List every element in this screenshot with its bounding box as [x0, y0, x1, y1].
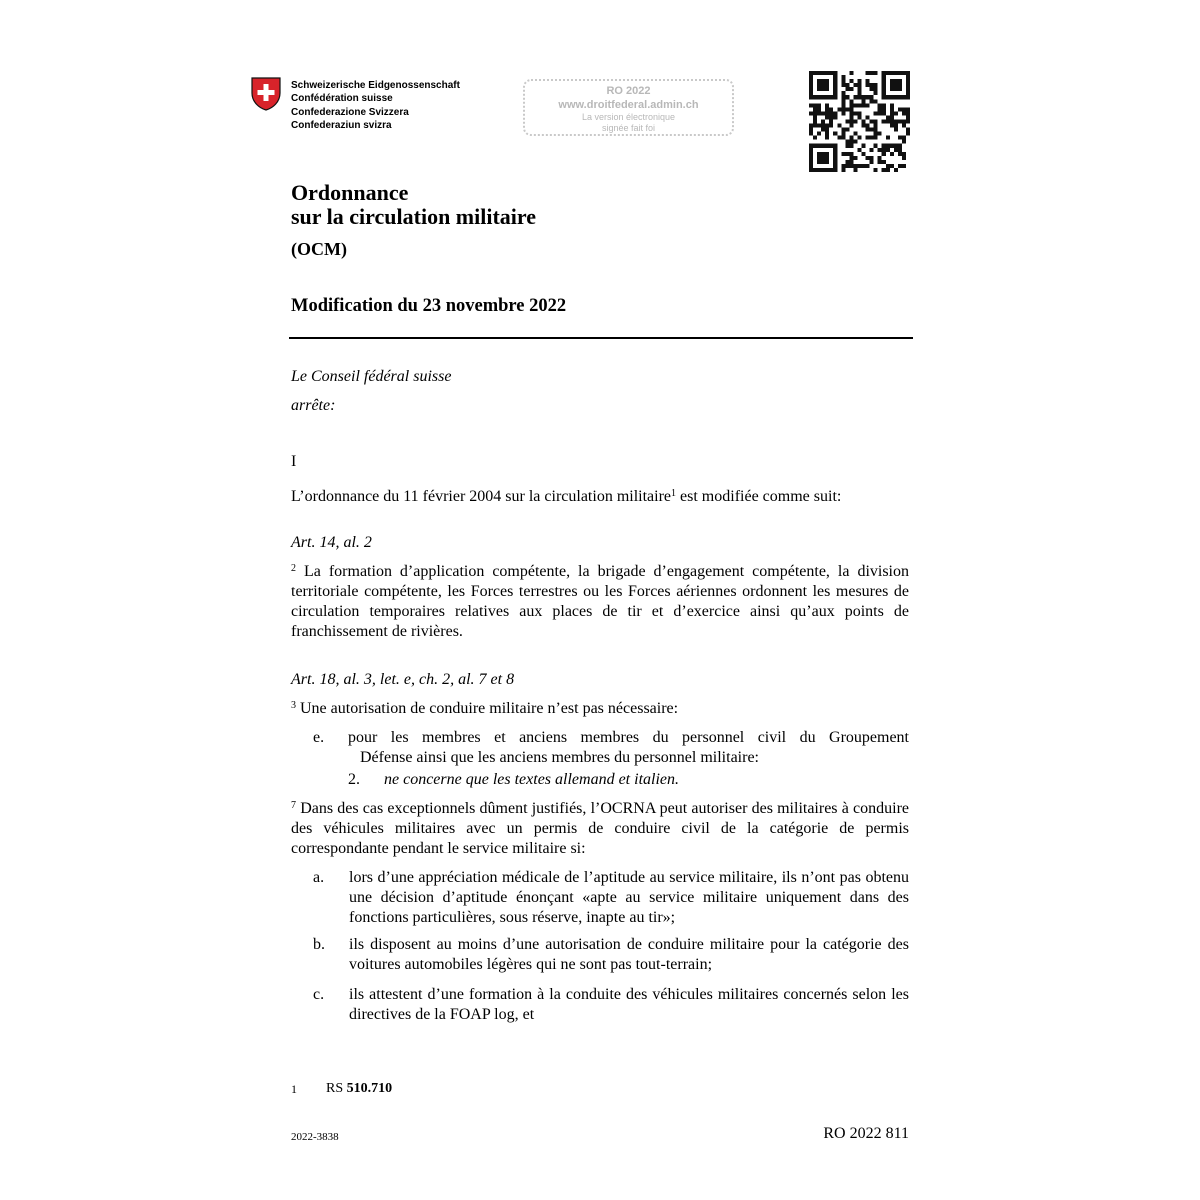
paragraph-number: 3 — [291, 700, 296, 711]
art18-paragraph-7 — [291, 799, 909, 859]
list-item-text — [348, 728, 909, 768]
list-item-text: ils attestent d’une formation à la conduite des véhicules militaires concernés selon les directives de la FOAP log, et — [349, 986, 909, 1023]
paragraph-number: 2 — [291, 563, 296, 574]
title-line-2: sur la circulation militaire — [291, 204, 537, 229]
stamp-note-1: La version électronique — [581, 112, 676, 122]
stamp-url[interactable]: www.droitfederal.admin.ch — [558, 99, 699, 111]
list-item-line-1: pour les membres et anciens membres du personnel civil du Groupement — [348, 729, 909, 746]
footnote-text — [326, 1080, 392, 1098]
document-id: 2022-3838 — [291, 1131, 339, 1143]
list-subitem-2 — [348, 770, 679, 790]
art14-heading: Art. 14, al. 2 — [291, 534, 372, 551]
list-item-a — [313, 868, 909, 928]
confederation-name-fr: Confédération suisse — [291, 93, 393, 105]
paragraph-text: Une autorisation de conduire militaire n’est pas nécessaire: — [296, 700, 679, 717]
paragraph-text: Dans des cas exceptionnels dûment justifiés, l’OCRNA peut autoriser des militaires à conduire des véhicules militaires avec un permis de conduire civil de la catégorie de permis correspondante pendant le service militaire si: — [291, 800, 909, 857]
list-item-c — [313, 985, 909, 1025]
stamp-ro: RO 2022 — [606, 85, 651, 97]
art18-paragraph-3 — [291, 699, 909, 719]
list-item-label: a. — [313, 869, 325, 886]
paragraph-text: La formation d’application compétente, la brigade d’engagement compétente, la division territoriale compétente, les Forces terrestres ou les Forces aériennes ordonnent les mesures de circulation temporaires relatives aux places de tir et d’exercice ainsi qu’aux points de franchissement de rivières. — [291, 563, 909, 640]
section-number: I — [291, 453, 297, 470]
list-item-label: b. — [313, 936, 325, 953]
footnote-ref[interactable]: 1 — [671, 488, 677, 499]
section-intro — [291, 487, 911, 507]
list-item-label: e. — [313, 729, 325, 746]
ro-page-reference: RO 2022 811 — [823, 1125, 909, 1142]
confederation-name-rm: Confederaziun svizra — [291, 120, 392, 132]
stamp-note-2: signée fait foi — [601, 123, 656, 133]
preamble-decree: arrête: — [291, 397, 336, 414]
list-item-text: lors d’une appréciation médicale de l’aptitude au service militaire, ils n’ont pas obtenu une décision d’aptitude énonçant «apte au service militaire uniquement dans des fonctions particulières, sous réserve, inapte au tir»; — [349, 869, 909, 926]
list-item-b — [313, 935, 909, 975]
footnote — [291, 1080, 392, 1098]
paragraph-number: 7 — [291, 800, 296, 811]
swiss-cross-shield-icon — [251, 77, 281, 111]
modification-date: Modification du 23 novembre 2022 — [291, 296, 567, 316]
art18-heading: Art. 18, al. 3, let. e, ch. 2, al. 7 et 8 — [291, 671, 515, 688]
qr-code-icon — [809, 71, 910, 172]
intro-text: L’ordonnance du 11 février 2004 sur la circulation militaire — [291, 488, 672, 505]
confederation-name-de: Schweizerische Eidgenossenschaft — [291, 80, 460, 91]
list-item-label: 2. — [348, 771, 360, 788]
list-item-label: c. — [313, 986, 325, 1003]
footnote-number: 1 — [291, 1082, 297, 1096]
footnote-ref-number: 510.710 — [346, 1081, 393, 1096]
list-item-text: ils disposent au moins d’une autorisation de conduire militaire pour la catégorie des voitures automobiles légères qui ne sont pas tout-terrain; — [349, 936, 909, 973]
title-line-1: Ordonnance — [291, 180, 409, 205]
header-divider — [289, 337, 913, 339]
intro-text-end: est modifiée comme suit: — [676, 488, 842, 505]
list-item-text: ne concerne que les textes allemand et italien. — [384, 771, 680, 788]
preamble-authority: Le Conseil fédéral suisse — [291, 368, 452, 385]
confederation-names — [291, 79, 460, 133]
footnote-prefix: RS — [326, 1081, 347, 1096]
list-item-line-2: Défense ainsi que les anciens membres du personnel militaire: — [360, 749, 759, 766]
confederation-name-it: Confederazione Svizzera — [291, 106, 409, 118]
document-title — [291, 181, 536, 229]
art14-paragraph-2 — [291, 562, 909, 642]
list-item-e — [313, 728, 909, 768]
electronic-version-stamp — [523, 79, 734, 136]
title-abbreviation: (OCM) — [291, 239, 347, 259]
